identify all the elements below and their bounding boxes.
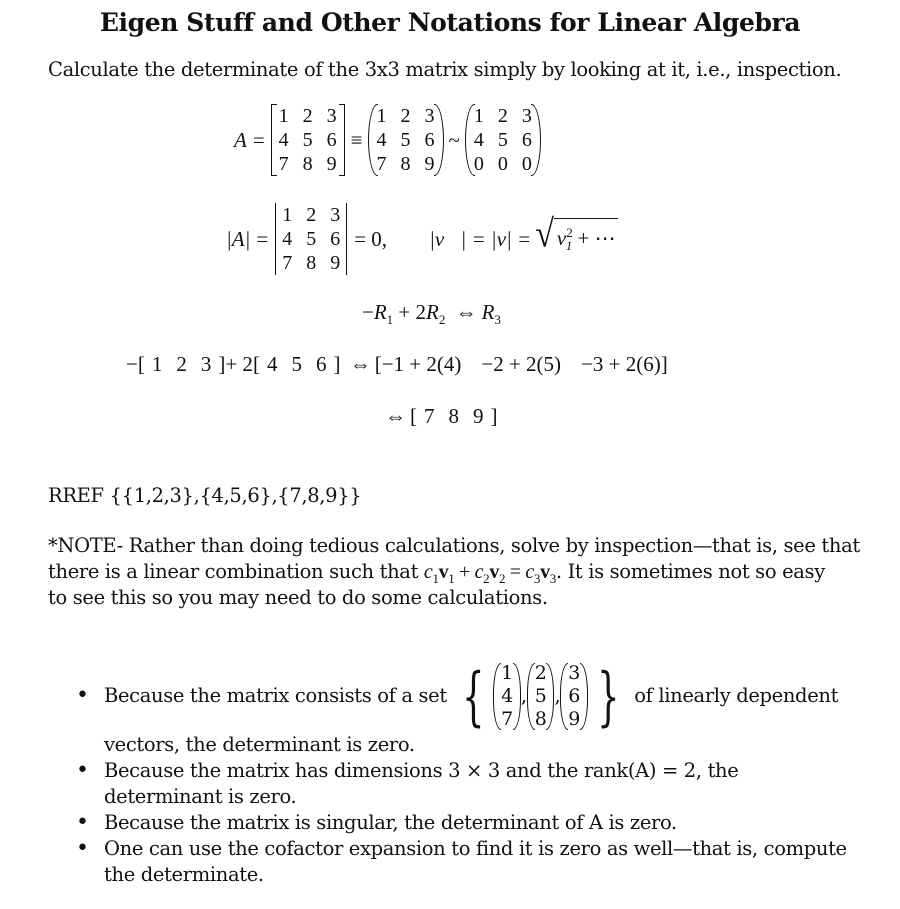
equation-matrix-a: A = 1 2 3 4 5 6 7 8 9 ≡ 1 2 3 4 5 6 7 8 9 ~ 1 2 3 4 5 6 0 0 0	[234, 104, 540, 176]
vector-2: 2 5 8	[527, 662, 555, 731]
row-operation: $-R_1 + 2R_2$ ⇔ $R_3$	[362, 300, 501, 328]
bullet-item-4: • One can use the cofactor expansion to find it is zero as well—that is, compute the determinate.	[76, 836, 847, 886]
bullet-list	[48, 660, 868, 888]
note-line-2: there is a linear combination such that $c_1v_1 + c_2v_2 = c_3v_3$. It is sometimes not so easy	[48, 560, 825, 586]
matrix-a-label: A	[234, 127, 247, 152]
vector-1: 1 4 7	[493, 662, 521, 731]
bullet-item-1-cont: vectors, the determinant is zero.	[104, 733, 415, 756]
note-line-3: to see this so you may need to do some calculations.	[48, 586, 548, 609]
sqrt-expression: √ $v^2_1$ + ⋯	[531, 218, 617, 260]
bullet-item-1: • Because the matrix consists of a set { 1 4 7 , 2 5 8 , 3 6 9 } of linearly dependent	[76, 659, 839, 734]
det-label: |A|	[226, 226, 251, 251]
equation-determinant: |A| = 1 2 3 4 5 6 7 8 9 = 0, |v⃗| = |v| = √ $v^2_1$ + ⋯	[226, 204, 616, 274]
page-title: Eigen Stuff and Other Notations for Linear Algebra	[99, 8, 801, 37]
note-line-1: *NOTE- Rather than doing tedious calculations, solve by inspection—that is, see that	[48, 534, 860, 557]
intro-text: Calculate the determinate of the 3x3 matrix simply by looking at it, i.e., inspection.	[48, 58, 842, 81]
det-value: = 0,	[354, 226, 388, 251]
matrix-reduced: 1 2 3 4 5 6 0 0 0	[466, 104, 540, 176]
rref-text: RREF {{1,2,3},{4,5,6},{7,8,9}}	[48, 484, 362, 507]
row-vector-computation: −[ 1 2 3 ]+ 2[ 4 5 6 ] ⇔ [−1 + 2(4) −2 + 2(5) −3 + 2(6)]	[126, 352, 668, 376]
matrix-a-paren: 1 2 3 4 5 6 7 8 9	[369, 104, 443, 176]
matrix-a-bracket: 1 2 3 4 5 6 7 8 9	[271, 104, 345, 176]
row-vector-result: ⇔ [ 7 8 9 ]	[385, 404, 498, 428]
vector-3: 3 6 9	[560, 662, 588, 731]
vector-norm: |v⃗| = |v| =	[429, 226, 532, 251]
bullet-item-2: • Because the matrix has dimensions 3 × 3 and the rank(A) = 2, the determinant is zero.	[76, 758, 739, 808]
det-matrix: 1 2 3 4 5 6 7 8 9	[274, 203, 348, 275]
bullet-item-3: • Because the matrix is singular, the determinant of A is zero.	[76, 810, 677, 835]
